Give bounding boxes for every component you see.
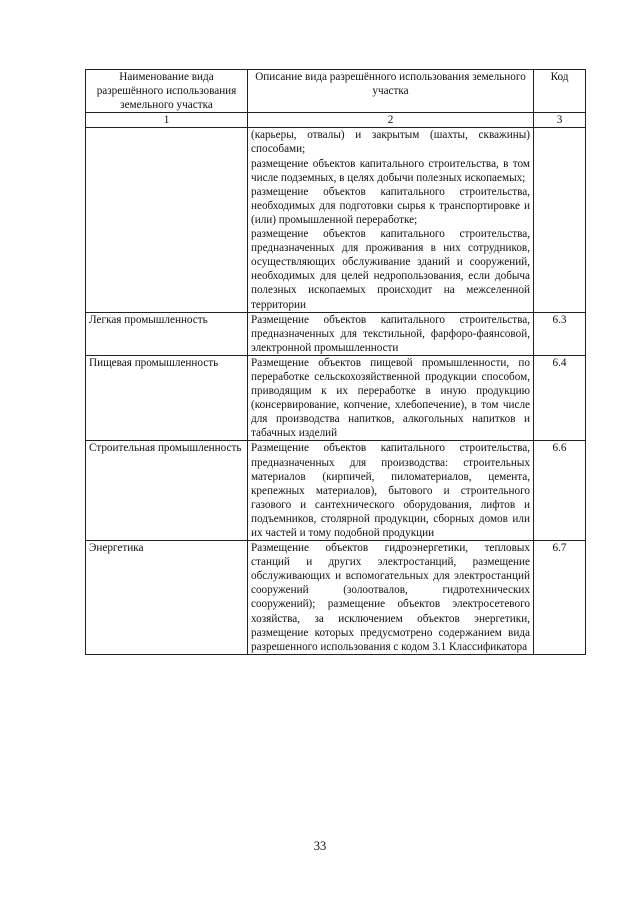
row-description bbox=[248, 541, 534, 655]
row-name: Пищевая промышленность bbox=[86, 355, 248, 441]
row-description bbox=[248, 355, 534, 441]
row-description bbox=[248, 128, 534, 312]
header-description-column: Описание вида разрешённого использования земельного участка bbox=[248, 70, 534, 113]
column-number-3: 3 bbox=[534, 113, 586, 128]
row-description bbox=[248, 312, 534, 355]
row-code: 6.4 bbox=[534, 355, 586, 441]
column-number-2: 2 bbox=[248, 113, 534, 128]
column-number-row bbox=[86, 113, 586, 128]
header-name-column: Наименование вида разрешённого использования земельного участка bbox=[86, 70, 248, 113]
page-number: 33 bbox=[313, 839, 327, 853]
row-name: Строительная промышленность bbox=[86, 441, 248, 541]
description-paragraph: Размещение объектов капитального строительства, предназначенных для текстильной, фарфоро-фаянсовой, электронной промышленности bbox=[251, 313, 530, 354]
row-name: Легкая промышленность bbox=[86, 312, 248, 355]
table-row bbox=[86, 355, 586, 441]
row-code: 6.3 bbox=[534, 312, 586, 355]
description-paragraph: размещение объектов капитального строительства, предназначенных для проживания в них сотрудников, осуществляющих обслуживание зданий и сооружений, необходимых для целей недропользования, если добыча полезных ископаемых происходит на межселенной территории bbox=[251, 228, 530, 311]
column-number-1: 1 bbox=[86, 113, 248, 128]
description-paragraph: Размещение объектов пищевой промышленности, по переработке сельскохозяйственной продукции способом, приводящим к их переработке в иную продукцию (консервирование, копчение, хлебопечение), в том числе для производства напитков, алкогольных напитков и табачных изделий bbox=[251, 356, 530, 440]
description-paragraph: Размещение объектов капитального строительства, предназначенных для производства: строительных материалов (кирпичей, пиломатериалов, цемента, крепежных материалов), бытового и строительного газового и сантехнического оборудования, лифтов и подъемников, столярной продукции, сборных домов или их частей и тому подобной продукции bbox=[251, 442, 530, 539]
row-code: 6.7 bbox=[534, 541, 586, 655]
description-paragraph: (карьеры, отвалы) и закрытым (шахты, скважины) способами; bbox=[251, 129, 530, 156]
table-row bbox=[86, 541, 586, 655]
land-use-table bbox=[85, 69, 586, 655]
row-code bbox=[534, 128, 586, 312]
table-row bbox=[86, 441, 586, 541]
table-row bbox=[86, 312, 586, 355]
description-paragraph: размещение объектов капитального строительства, необходимых для подготовки сырья к транспортировке и (или) промышленной переработке; bbox=[251, 185, 530, 226]
description-paragraph: Размещение объектов гидроэнергетики, тепловых станций и других электростанций, размещение обслуживающих и вспомогательных для электростанций сооружений (золоотвалов, гидротехнических сооружений); размещение объектов электросетевого хозяйства, за исключением объектов энергетики, размещение которых предусмотрено содержанием вида разрешенного использования с кодом 3.1 Классификатора bbox=[251, 542, 530, 653]
row-description bbox=[248, 441, 534, 541]
row-name: Энергетика bbox=[86, 541, 248, 655]
row-name bbox=[86, 128, 248, 312]
table-header-row bbox=[86, 70, 586, 113]
description-paragraph: размещение объектов капитального строительства, в том числе подземных, в целях добычи полезных ископаемых; bbox=[251, 157, 530, 184]
row-code: 6.6 bbox=[534, 441, 586, 541]
table-row bbox=[86, 128, 586, 312]
header-code-column: Код bbox=[534, 70, 586, 113]
